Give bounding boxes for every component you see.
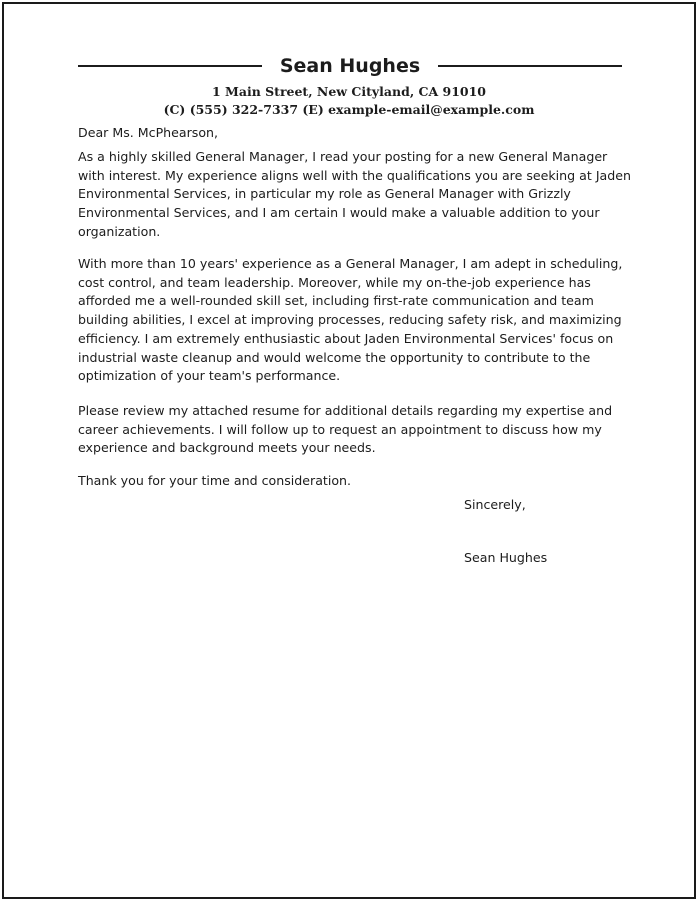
paragraph-line: building abilities, I excel at improving processes, reducing safety risk, and maximizing [78,312,622,328]
header-name-row [78,52,622,80]
paragraph-line: organization. [78,223,161,239]
paragraph-line: optimization of your team's performance. [78,368,341,384]
thanks-line: Thank you for your time and consideration. [78,473,352,488]
paragraph-2 [78,255,638,386]
salutation: Dear Ms. McPhearson, [78,125,219,140]
paragraph-line: Environmental Services, in particular my role as General Manager with Grizzly [78,186,571,202]
header-left-rule [78,65,262,67]
paragraph-line: efficiency. I am extremely enthusiastic about Jaden Environmental Services' focus on [78,330,614,346]
paragraph-line: industrial waste cleanup and would welcome the opportunity to contribute to the [78,349,591,365]
signature-name: Sean Hughes [464,550,548,565]
letter-page [2,2,696,899]
applicant-name: Sean Hughes [279,55,421,77]
paragraph-line: With more than 10 years' experience as a General Manager, I am adept in scheduling, [78,256,623,271]
address-line: 1 Main Street, New Cityland, CA 91010 [211,84,487,99]
contact-line: (C) (555) 322-7337 (E) example-email@example.com [163,102,535,117]
header-right-rule [438,65,622,67]
paragraph-line: career achievements. I will follow up to request an appointment to discuss how my [78,421,602,437]
paragraph-line: cost control, and team leadership. Moreover, while my on-the-job experience has [78,274,591,290]
paragraph-3 [78,402,638,458]
paragraph-line: with interest. My experience aligns well with the qualifications you are seeking at Jaden [78,167,631,183]
paragraph-line: afforded me a well-rounded skill set, including first-rate communication and team [78,293,594,309]
closing: Sincerely, [464,497,526,512]
paragraph-line: Please review my attached resume for additional details regarding my expertise and [78,403,613,418]
paragraph-line: As a highly skilled General Manager, I read your posting for a new General Manager [78,149,608,164]
paragraph-line: experience and background meets your needs. [78,440,376,456]
paragraph-1 [78,148,638,242]
paragraph-line: Environmental Services, and I am certain I would make a valuable addition to your [78,205,600,221]
